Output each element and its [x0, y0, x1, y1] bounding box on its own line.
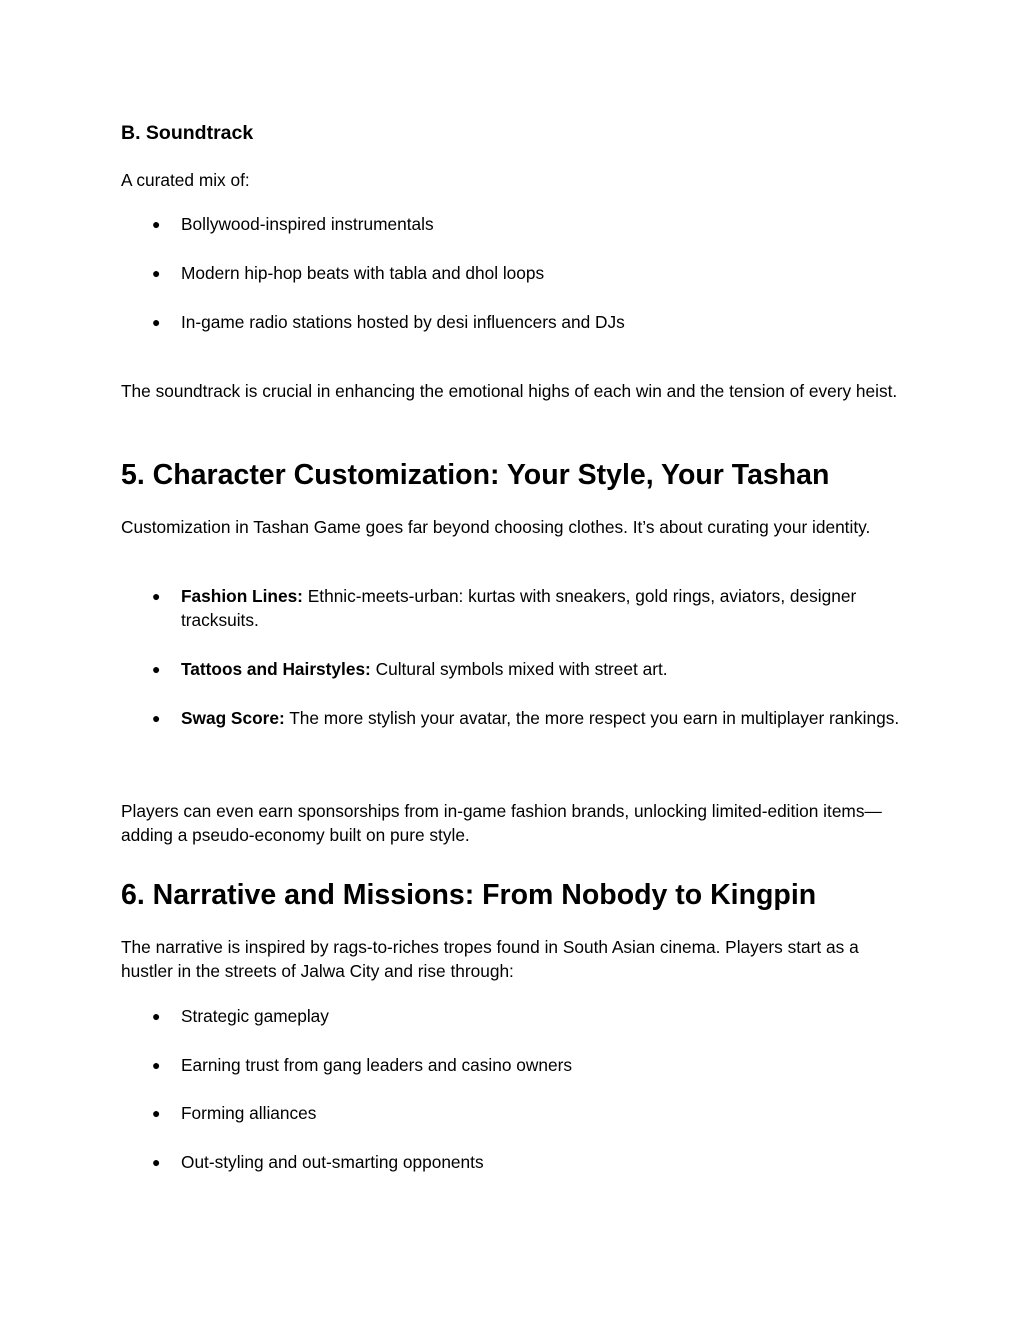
bullet-icon: ●	[152, 588, 161, 604]
list-item-label: Fashion Lines:	[181, 586, 303, 606]
customization-conclusion: Players can even earn sponsorships from in-game fashion brands, unlocking limited-edition items—adding a pseudo-economy built on pure style.	[121, 801, 882, 845]
soundtrack-conclusion: The soundtrack is crucial in enhancing the emotional highs of each win and the tension of every heist.	[121, 381, 898, 401]
list-item-text: In-game radio stations hosted by desi influencers and DJs	[181, 312, 625, 332]
bullet-icon: ●	[152, 1154, 161, 1170]
bullet-icon: ●	[152, 314, 161, 330]
narrative-heading: 6. Narrative and Missions: From Nobody to Kingpin	[121, 879, 817, 911]
list-item-body: Ethnic-meets-urban: kurtas with sneakers, gold rings, aviators, designer tracksuits.	[181, 586, 857, 630]
narrative-intro: The narrative is inspired by rags-to-riches tropes found in South Asian cinema. Players start as a hustler in the streets of Jalwa City and rise through:	[121, 937, 859, 981]
customization-intro: Customization in Tashan Game goes far beyond choosing clothes. It’s about curating your identity.	[121, 517, 871, 537]
list-item-body: The more stylish your avatar, the more respect you earn in multiplayer rankings.	[284, 708, 900, 728]
bullet-icon: ●	[152, 265, 161, 281]
list-item-text	[181, 584, 903, 632]
list-item-text: Forming alliances	[181, 1103, 317, 1123]
bullet-icon: ●	[152, 661, 161, 677]
bullet-icon: ●	[152, 1105, 161, 1121]
list-item-label: Tattoos and Hairstyles:	[181, 659, 371, 679]
bullet-icon: ●	[152, 1057, 161, 1073]
list-item-text: Earning trust from gang leaders and casino owners	[181, 1055, 572, 1075]
list-item-text: Modern hip-hop beats with tabla and dhol loops	[181, 263, 545, 283]
list-item-text	[181, 657, 903, 681]
bullet-icon: ●	[152, 216, 161, 232]
soundtrack-intro: A curated mix of:	[121, 170, 250, 190]
list-item-text: Out-styling and out-smarting opponents	[181, 1152, 484, 1172]
list-item-text: Bollywood-inspired instrumentals	[181, 214, 434, 234]
bullet-icon: ●	[152, 1008, 161, 1024]
list-item-text: Strategic gameplay	[181, 1006, 329, 1026]
bullet-icon: ●	[152, 710, 161, 726]
customization-heading: 5. Character Customization: Your Style, Your Tashan	[121, 459, 830, 491]
list-item-label: Swag Score:	[181, 708, 285, 728]
list-item-text	[181, 706, 903, 730]
list-item-body: Cultural symbols mixed with street art.	[370, 659, 668, 679]
soundtrack-heading: B. Soundtrack	[121, 122, 254, 144]
